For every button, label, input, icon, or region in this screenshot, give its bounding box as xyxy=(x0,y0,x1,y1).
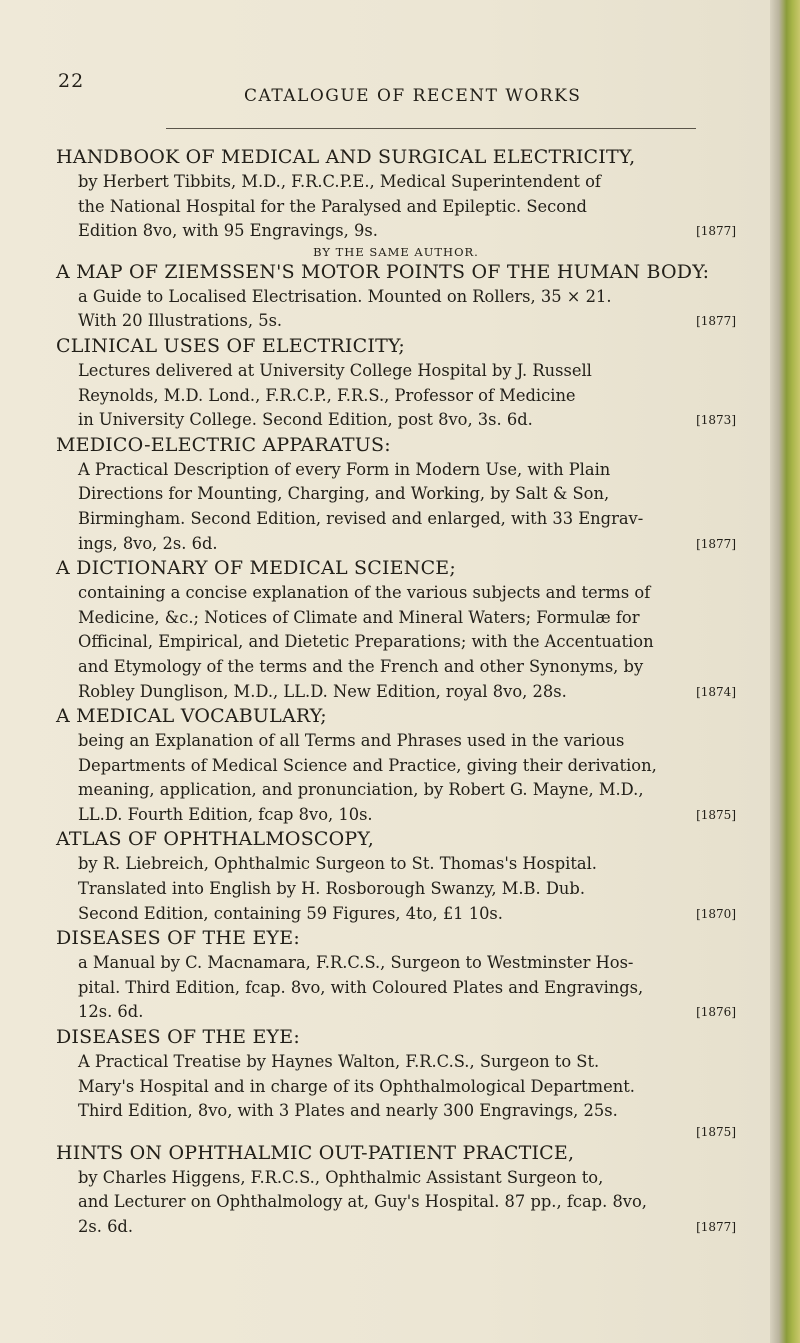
entry-title: HINTS ON OPHTHALMIC OUT-PATIENT PRACTICE, xyxy=(56,1141,575,1164)
entry-line: the National Hospital for the Paralysed and Epileptic. Second xyxy=(78,196,587,216)
same-author-byline: BY THE SAME AUTHOR. xyxy=(313,244,479,259)
catalogue-list xyxy=(56,145,736,1240)
entry-description xyxy=(56,285,736,334)
entry-description xyxy=(56,951,736,1025)
entry-line: A Practical Treatise by Haynes Walton, F.R.C.S., Surgeon to St. xyxy=(78,1052,600,1072)
entry-title: DISEASES OF THE EYE: xyxy=(56,1026,300,1049)
entry-line: LL.D. Fourth Edition, fcap 8vo, 10s. xyxy=(78,804,373,824)
entry-line: Edition 8vo, with 95 Engravings, 9s. xyxy=(78,221,378,241)
entry-line: and Lecturer on Ophthalmology at, Guy's Hospital. 87 pp., fcap. 8vo, xyxy=(78,1192,647,1212)
entry-date: [1874] xyxy=(696,684,736,699)
entry-date: [1877] xyxy=(696,536,736,551)
entry-line: and Etymology of the terms and the French and other Synonyms, by xyxy=(78,656,644,676)
catalogue-entry xyxy=(56,704,736,827)
entry-date: [1877] xyxy=(696,1220,736,1234)
entry-title: HANDBOOK OF MEDICAL AND SURGICAL ELECTRICITY, xyxy=(56,146,636,168)
entry-line: a Manual by C. Macnamara, F.R.C.S., Surgeon to Westminster Hos- xyxy=(78,953,634,973)
entry-line: Birmingham. Second Edition, revised and enlarged, with 33 Engrav- xyxy=(78,508,644,528)
catalogue-entry xyxy=(56,334,736,433)
entry-title: DISEASES OF THE EYE: xyxy=(56,927,300,950)
entry-line: being an Explanation of all Terms and Phrases used in the various xyxy=(78,731,625,751)
entry-title: A MAP OF ZIEMSSEN'S MOTOR POINTS OF THE HUMAN BODY: xyxy=(56,260,710,283)
entry-line: a Guide to Localised Electrisation. Mounted on Rollers, 35 × 21. xyxy=(78,286,612,306)
entry-line: Robley Dunglison, M.D., LL.D. New Edition, royal 8vo, 28s. xyxy=(78,681,567,701)
entry-title: ATLAS OF OPHTHALMOSCOPY, xyxy=(56,828,374,851)
entry-title: A MEDICAL VOCABULARY; xyxy=(56,705,327,728)
entry-date: [1877] xyxy=(696,224,736,239)
entry-line: Second Edition, containing 59 Figures, 4to, £1 10s. xyxy=(78,903,503,923)
entry-description xyxy=(56,359,736,433)
entry-description xyxy=(56,1166,736,1240)
entry-line: With 20 Illustrations, 5s. xyxy=(78,311,283,331)
page-number: 22 xyxy=(58,70,85,92)
entry-date: [1876] xyxy=(696,1005,736,1020)
catalogue-entry xyxy=(56,926,736,1025)
entry-title: A DICTIONARY OF MEDICAL SCIENCE; xyxy=(56,557,456,580)
catalogue-entry xyxy=(56,433,736,556)
entry-line: by Herbert Tibbits, M.D., F.R.C.P.E., Medical Superintendent of xyxy=(78,172,601,191)
catalogue-entry xyxy=(56,244,736,334)
entry-line: Third Edition, 8vo, with 3 Plates and nearly 300 Engravings, 25s. xyxy=(78,1101,618,1121)
entry-description xyxy=(56,1050,736,1141)
entry-description xyxy=(56,458,736,556)
entry-line: A Practical Description of every Form in Modern Use, with Plain xyxy=(78,459,611,479)
entry-date: [1875] xyxy=(696,807,736,822)
entry-date: [1873] xyxy=(696,413,736,428)
entry-line: pital. Third Edition, fcap. 8vo, with Coloured Plates and Engravings, xyxy=(78,977,644,997)
entry-date: [1877] xyxy=(696,314,736,329)
entry-line: by R. Liebreich, Ophthalmic Surgeon to St. Thomas's Hospital. xyxy=(78,854,597,874)
entry-date: [1875] xyxy=(696,1124,736,1139)
entry-line: ings, 8vo, 2s. 6d. xyxy=(78,533,218,553)
entry-line: 2s. 6d. xyxy=(78,1217,134,1236)
entry-title: MEDICO-ELECTRIC APPARATUS: xyxy=(56,433,391,456)
catalogue-entry xyxy=(56,1141,736,1240)
entry-line: in University College. Second Edition, post 8vo, 3s. 6d. xyxy=(78,410,533,430)
entry-description xyxy=(56,852,736,926)
entry-date: [1870] xyxy=(696,906,736,921)
entry-line: 12s. 6d. xyxy=(78,1002,144,1022)
entry-line: containing a concise explanation of the various subjects and terms of xyxy=(78,583,651,603)
entry-line: Reynolds, M.D. Lond., F.R.C.P., F.R.S., Professor of Medicine xyxy=(78,385,576,405)
entry-line: meaning, application, and pronunciation, by Robert G. Mayne, M.D., xyxy=(78,780,644,800)
catalogue-entry xyxy=(56,145,736,244)
entry-line: Directions for Mounting, Charging, and Working, by Salt & Son, xyxy=(78,484,610,504)
entry-description xyxy=(56,170,736,244)
entry-line: Mary's Hospital and in charge of its Ophthalmological Department. xyxy=(78,1076,635,1096)
entry-line: Translated into English by H. Rosborough Swanzy, M.B. Dub. xyxy=(78,879,585,899)
catalogue-entry xyxy=(56,1025,736,1141)
entry-description xyxy=(56,729,736,827)
catalogue-entry xyxy=(56,556,736,704)
entry-description xyxy=(56,581,736,704)
page-edge-binding xyxy=(770,0,800,1343)
entry-line: Medicine, &c.; Notices of Climate and Mineral Waters; Formulæ for xyxy=(78,607,640,627)
running-head: CATALOGUE OF RECENT WORKS xyxy=(244,86,582,106)
entry-line: Lectures delivered at University College Hospital by J. Russell xyxy=(78,360,592,380)
header-rule xyxy=(166,128,696,129)
entry-line: by Charles Higgens, F.R.C.S., Ophthalmic Assistant Surgeon to, xyxy=(78,1167,604,1187)
entry-line: Officinal, Empirical, and Dietetic Preparations; with the Accentuation xyxy=(78,632,654,652)
entry-title: CLINICAL USES OF ELECTRICITY; xyxy=(56,334,405,357)
catalogue-entry xyxy=(56,827,736,926)
entry-line: Departments of Medical Science and Practice, giving their derivation, xyxy=(78,755,657,775)
